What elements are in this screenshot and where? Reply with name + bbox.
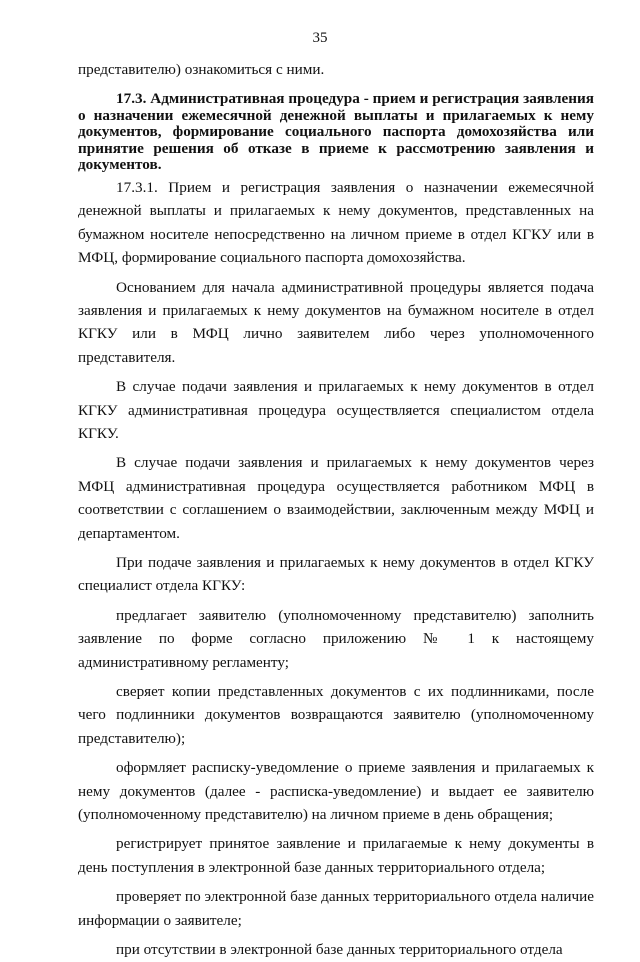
paragraph: В случае подачи заявления и прилагаемых к нему документов в отдел КГКУ административная процедура осуществляется специалистом отдела КГКУ. (78, 378, 594, 442)
paragraph: при отсутствии в электронной базе данных территориального отдела (116, 941, 563, 959)
paragraph: проверяет по электронной базе данных территориального отдела наличие информации о заявителе; (78, 888, 594, 929)
paragraph: 17.3.1. Прием и регистрация заявления о назначении ежемесячной денежной выплаты и прилагаемых к нему документов, представленных на бумажном носителе непосредственно на личном приеме в отдел КГКУ или в МФЦ, формирование социального паспорта домохозяйства. (78, 178, 594, 267)
paragraph: Основанием для начала административной процедуры является подача заявления и прилагаемых к нему документов на бумажном носителе в отдел КГКУ или в МФЦ лично заявителем либо через уполномоченного представителя. (78, 278, 594, 366)
page-number: 35 (312, 30, 328, 46)
paragraph: оформляет расписку-уведомление о приеме заявления и прилагаемых к нему документов (далее - расписка-уведомление) и выдает ее заявителю (уполномоченному представителю) на личном приеме в день обращения; (78, 759, 594, 824)
paragraph: регистрирует принятое заявление и прилагаемые к нему документы в день поступления в электронной базе данных территориального отдела; (78, 835, 594, 876)
section-heading: 17.3. Административная процедура - прием и регистрация заявления о назначении ежемесячной денежной выплаты и прилагаемых к нему документов, формирование социального паспорта домохозяйства или принятие решения об отказе в приеме к рассмотрению заявления и документов. (78, 90, 594, 174)
paragraph: предлагает заявителю (уполномоченному представителю) заполнить заявление по форме согласно приложению № 1 к настоящему административному регламенту; (78, 606, 594, 671)
paragraph: При подаче заявления и прилагаемых к нему документов в отдел КГКУ специалист отдела КГКУ: (78, 554, 594, 595)
paragraph: сверяет копии представленных документов с их подлинниками, после чего подлинники документов возвращаются заявителю (уполномоченному представителю); (78, 683, 594, 747)
document-body (78, 58, 594, 962)
paragraph: В случае подачи заявления и прилагаемых к нему документов через МФЦ административная процедура осуществляется работником МФЦ в соответствии с соглашением о взаимодействии, заключенным между МФЦ и департаментом. (78, 454, 594, 542)
continuation-text: представителю) ознакомиться с ними. (78, 61, 325, 78)
